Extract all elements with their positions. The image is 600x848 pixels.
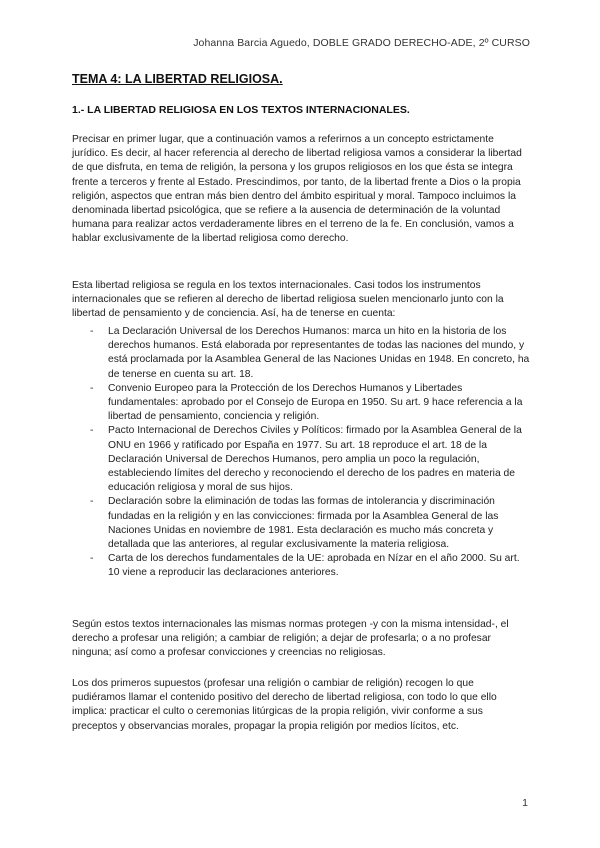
list-item-text: Convenio Europeo para la Protección de los Derechos Humanos y Libertades fundamentales: aprobado por el Consejo de Europa en 1950. Su art. 9 hace referencia a la libertad de pensamiento, conciencia y religión. — [108, 382, 523, 423]
section-heading: 1.- LA LIBERTAD RELIGIOSA EN LOS TEXTOS INTERNACIONALES. — [72, 104, 410, 116]
document-title: TEMA 4: LA LIBERTAD RELIGIOSA. — [72, 72, 283, 86]
list-item — [72, 424, 530, 495]
paragraph-regulation: Esta libertad religiosa se regula en los textos internacionales. Casi todos los instrumentos internacionales que se refieren al derecho de libertad religiosa suelen mencionarlo junto con la libertad de pensamiento y de conciencia. Así, ha de tenerse en cuenta: — [72, 280, 504, 320]
list-item-text: Declaración sobre la eliminación de todas las formas de intolerancia y discriminación fundadas en la religión y en las convicciones: firmada por la Asamblea General de las Naciones Unidas en noviembre de 1981. Esta declaración es mucho más concreta y detallada que las anteriores, al regular exclusivamente la materia religiosa. — [108, 496, 499, 551]
bullet-dash: - — [90, 382, 94, 394]
list-item — [72, 552, 530, 580]
list-item — [72, 382, 530, 425]
paragraph-positive-content: Los dos primeros supuestos (profesar una religión o cambiar de religión) recogen lo que pudiéramos llamar el contenido positivo del derecho de libertad religiosa, con todo lo que ello implica: practicar el culto o ceremonias litúrgicas de la propia religión, vivir conforme a sus preceptos y observancias morales, propagar la propia religión por medios lícitos, etc. — [72, 678, 497, 732]
page-header: Johanna Barcia Aguedo, DOBLE GRADO DERECHO-ADE, 2º CURSO — [193, 37, 530, 49]
paragraph-protection: Según estos textos internacionales las mismas normas protegen -y con la misma intensidad-, el derecho a profesar una religión; a cambiar de religión; a dejar de profesarla; o a no profesar ninguna; así como a profesar convicciones y creencias no religiosas. — [72, 619, 509, 659]
bullet-dash: - — [90, 326, 94, 337]
paragraph-intro: Precisar en primer lugar, que a continuación vamos a referirnos a un concepto estrictamente jurídico. Es decir, al hacer referencia al derecho de libertad religiosa vamos a considerar la libertad de que disfruta, en tema de religión, la persona y los grupos religiosos en los que ésta se integra frente a terceros y frente al Estado. Prescindimos, por tanto, de la libertad frente a Dios o la propia religión, aspectos que entran más bien dentro del ámbito espiritual y moral. Tampoco incluimos la denominada libertad psicológica, que se refiere a la ausencia de determinación de la voluntad humana para realizar actos verdaderamente libres en el terreno de la fe. En conclusión, vamos a hablar exclusivamente de la libertad religiosa como derecho. — [72, 134, 522, 245]
bullet-dash: - — [90, 425, 94, 437]
list-item-text: La Declaración Universal de los Derechos Humanos: marca un hito en la historia de los derechos humanos. Está elaborada por representantes de todas las naciones del mundo, y está proclamada por la Asamblea General de las Naciones Unidas en 1948. En concreto, ha de tenerse en cuenta su art. 18. — [108, 326, 530, 380]
list-item-text: Carta de los derechos fundamentales de la UE: aprobada en Nízar en el año 2000. Su art. 10 viene a reproducir las declaraciones anteriores. — [108, 553, 520, 579]
page-number: 1 — [522, 797, 528, 809]
instruments-list — [72, 325, 530, 581]
list-item — [72, 495, 530, 552]
bullet-dash: - — [90, 553, 94, 565]
list-item-text: Pacto Internacional de Derechos Civiles y Políticos: firmado por la Asamblea General de la ONU en 1966 y ratificado por España en 1977. Su art. 18 reproduce el art. 18 de la Declaración Universal de Derechos Humanos, pero amplia un poco la regulación, estableciendo límites del derecho y reconociendo el derecho de los padres en materia de educación religiosa y moral de sus hijos. — [108, 425, 522, 494]
list-item — [72, 325, 530, 382]
bullet-dash: - — [90, 496, 94, 508]
